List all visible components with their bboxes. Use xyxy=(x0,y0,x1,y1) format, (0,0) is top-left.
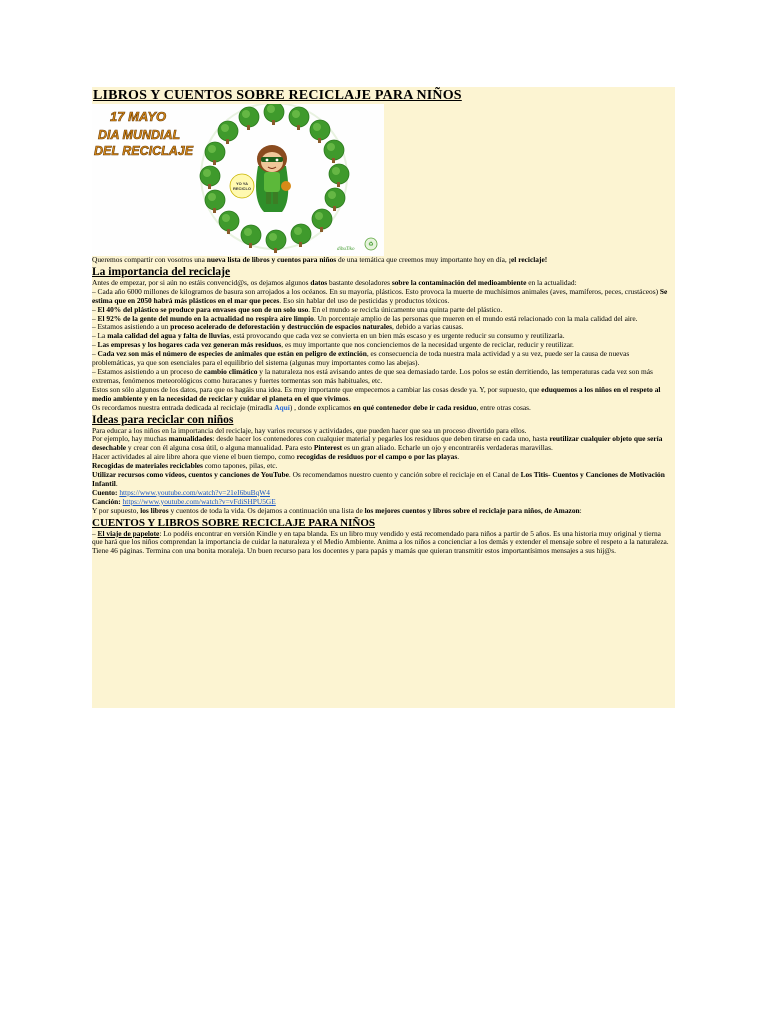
cuento-label: Cuento xyxy=(92,487,115,497)
text: . xyxy=(457,452,460,462)
document-page xyxy=(92,87,675,708)
superhero-girl-icon xyxy=(256,145,291,212)
text: – xyxy=(92,304,98,314)
section-heading-importance: La importancia del reciclaje xyxy=(92,265,231,278)
text: de una temática que creemos muy importante hoy en día, xyxy=(336,255,509,264)
bold-text: Los Titis- Cuentos y Canciones de Motivación Infantil xyxy=(92,470,665,488)
banner-line-2: DIA MUNDIAL xyxy=(98,128,181,142)
section-heading-ideas: Ideas para reciclar con niños xyxy=(92,413,234,426)
text: : Lo podéis encontrar en versión Kindle y en tapa blanda. Es un libro muy vendido y está recomendado para niños a partir de 5 años. Es una historia muy original y tierna que hará que los niños comprendan la importancia de cuidar la naturaleza y el Medio Ambiente. Anima a los niños a concienciar a los demás y extender el mensaje sobre el respeto a la naturaleza. Tiene 46 páginas. Termina con una bonita moraleja. Un buen recurso para los docentes y para papás y mamás que quieran transmitir estos importantísimos mensajes a sus hij@s. xyxy=(92,528,669,556)
banner-image xyxy=(92,104,384,256)
bold-text: eduquemos a los niños en el respeto al medio ambiente y en la necesidad de reciclar y cuidar el planeta en el que vivimos xyxy=(92,384,661,403)
paragraph xyxy=(92,404,673,413)
bold-text: manualidades xyxy=(168,434,213,444)
banner-line-3: DEL RECICLAJE xyxy=(94,144,194,158)
text: ) , donde explicamos xyxy=(289,402,354,412)
badge-line-1: YO YA xyxy=(235,181,249,186)
bold-text: los libros xyxy=(140,505,169,515)
text: – xyxy=(92,340,98,350)
cancion-line: Canción: https://www.youtube.com/watch?v=vFdiSHPU5GE xyxy=(92,496,276,506)
bold-text: sobre la contaminación del medioambiente xyxy=(391,277,527,287)
article-body xyxy=(92,256,675,556)
text: . Un porcentaje amplio de las personas que mueren en el mundo está relacionado con la mala calidad del aire. xyxy=(313,313,638,323)
text: – La xyxy=(92,331,108,341)
badge-line-2: RECICLO xyxy=(233,186,251,191)
cancion-youtube-link[interactable]: https://www.youtube.com/watch?v=vFdiSHPU5GE xyxy=(122,496,276,506)
bold-text: El 40% del plástico se produce para envases que son de un solo uso xyxy=(97,304,309,314)
bold-text: cambio climático xyxy=(203,366,258,376)
text: Hacer actividades al aire libre ahora que viene el buen tiempo, como xyxy=(92,452,297,462)
text: Y por supuesto, xyxy=(92,505,141,515)
text: Por ejemplo, hay muchas xyxy=(92,434,169,444)
bold-text: ¡el reciclaje! xyxy=(508,255,548,264)
bold-text: nueva lista de libros y cuentos para niños xyxy=(206,255,337,264)
text: – xyxy=(92,313,98,323)
text: Queremos compartir con vosotros una xyxy=(92,255,207,264)
recycling-day-illustration xyxy=(92,104,384,256)
paragraph xyxy=(92,386,673,404)
text: – Estamos asistiendo a un proceso de xyxy=(92,366,204,376)
bold-text: los mejores cuentos y libros sobre el reciclaje para niños, de Amazon xyxy=(364,505,580,515)
bold-text: en qué contenedor debe ir cada residuo xyxy=(353,402,477,412)
text: : xyxy=(579,505,582,515)
text: . Eso sin hablar del uso de pesticidas y productos tóxicos. xyxy=(279,295,450,305)
banner-line-1: 17 MAYO xyxy=(110,109,167,124)
text: Os recordamos nuestra entrada dedicada al reciclaje (miradla xyxy=(92,402,275,412)
book-title-text: El viaje de papelote xyxy=(97,528,160,538)
text: , es muy importante que nos concienciemos de la necesidad urgente de reciclar, reducir y reutilizar. xyxy=(281,340,574,350)
bold-text: Pinterest xyxy=(313,443,343,453)
paragraph xyxy=(92,471,673,489)
bold-text: Utilizar recursos como vídeos, cuentos y canciones de YouTube xyxy=(92,470,289,480)
paragraph xyxy=(92,288,673,306)
cuento-youtube-link[interactable]: https://www.youtube.com/watch?v=21eI6buBqW4 xyxy=(119,487,270,497)
paragraph: Para educar a los niños en la importancia del reciclaje, hay varios recursos y actividades, que pueden hacer que sea un proceso divertido para ellos. xyxy=(92,425,527,435)
text: bastante desoladores xyxy=(327,277,392,287)
bold-text: proceso acelerado de deforestación y destrucción de espacios naturales xyxy=(170,322,393,332)
page-title: LIBROS Y CUENTOS SOBRE RECICLAJE PARA NIÑOS xyxy=(93,88,462,103)
text: y crear con él alguna cosa útil, o alguna manualidad. Para esto xyxy=(126,443,314,453)
text: en la actualidad: xyxy=(526,277,577,287)
text: , entre otras cosas. xyxy=(476,402,531,412)
bold-text: reutilizar cualquier objeto que sería desechable xyxy=(92,434,663,453)
recycle-logo-icon xyxy=(365,238,377,250)
bold-text: Cada vez son más el número de especies de animales que están en peligro de extinción xyxy=(97,349,367,359)
intro-paragraph xyxy=(92,256,673,265)
bold-text: mala calidad del agua y falta de lluvias xyxy=(107,331,230,341)
cancion-label: Canción xyxy=(92,496,119,506)
paragraph xyxy=(92,530,673,557)
bold-text: Las empresas y los hogares cada vez generan más residuos xyxy=(97,340,282,350)
text: es un gran aliado. Echarle un ojo y encontraréis verdaderas maravillas. xyxy=(342,443,553,453)
aqui-link[interactable]: Aquí xyxy=(274,402,290,412)
text: como tapones, pilas, etc. xyxy=(202,461,278,471)
text: : desde hacer los contenedores con cualquier material y pegarles los residuos que deben tirarse en cada uno, hasta xyxy=(212,434,550,444)
text: – xyxy=(92,349,98,359)
bold-text: recogidas de residuos por el campo o por las playas xyxy=(296,452,458,462)
text: . En el mundo se recicla únicamente una quinta parte del plástico. xyxy=(308,304,503,314)
paragraph xyxy=(92,350,673,368)
section-heading-books: CUENTOS Y LIBROS SOBRE RECICLAJE PARA NIÑOS xyxy=(92,516,376,529)
svg-text:♻: ♻ xyxy=(368,241,374,248)
text: . xyxy=(115,478,118,488)
bold-text: datos xyxy=(310,277,328,287)
bold-text: Se estima que en 2050 habrá más plásticos en el mar que peces xyxy=(92,286,668,305)
text: y la naturaleza nos está avisando antes de que sea demasiado tarde. Los polos se están derritiendo, las temperaturas cada vez son más extremas, fenómenos meteorológicos como huracanes y fuertes tormentas son más habituales, etc. xyxy=(92,366,653,385)
text: , es consecuencia de toda nuestra mala actividad y a su vez, puede ser la causa de nuevas problemáticas, ya que son esenciales para el equilibrio del sistema (algunas muy importantes como las abejas). xyxy=(92,349,630,368)
text: Antes de empezar, por si aún no estáis convencid@s, os dejamos algunos xyxy=(92,277,311,287)
text: Estos son sólo algunos de los datos, para que os hagáis una idea. Es muy importante que empecemos a cambiar las cosas desde ya. Y, por supuesto, que xyxy=(92,384,542,394)
paragraph xyxy=(92,507,673,516)
text: . Os recomendamos nuestro cuento y canción sobre el reciclaje en el Canal de xyxy=(288,470,521,480)
text: – Estamos asistiendo a un xyxy=(92,322,171,332)
signature-text: dibuTiko xyxy=(337,247,355,252)
text: – Cada año 6000 millones de kilogramos de basura son arrojados a los océanos. En su mayoría, plásticos. Esto provoca la muerte de muchísimos animales (aves, mamíferos, peces, crustáceos) xyxy=(92,286,660,296)
badge xyxy=(230,174,254,198)
text: , está provocando que cada vez se convierta en un bien más escaso y es urgente reducir su consumo y reutilizarla. xyxy=(229,331,565,341)
text: . xyxy=(348,393,351,403)
bold-text: Recogidas de materiales reciclables xyxy=(92,461,203,471)
text: y cuentos de toda la vida. Os dejamos a continuación una lista de xyxy=(168,505,365,515)
bold-text: El 92% de la gente del mundo en la actualidad no respira aire limpio xyxy=(97,313,314,323)
paragraph xyxy=(92,368,673,386)
text: , debido a varias causas. xyxy=(392,322,464,332)
cuento-line: Cuento: https://www.youtube.com/watch?v=21eI6buBqW4 xyxy=(92,487,270,497)
paragraph xyxy=(92,435,673,453)
text: – xyxy=(92,528,98,538)
